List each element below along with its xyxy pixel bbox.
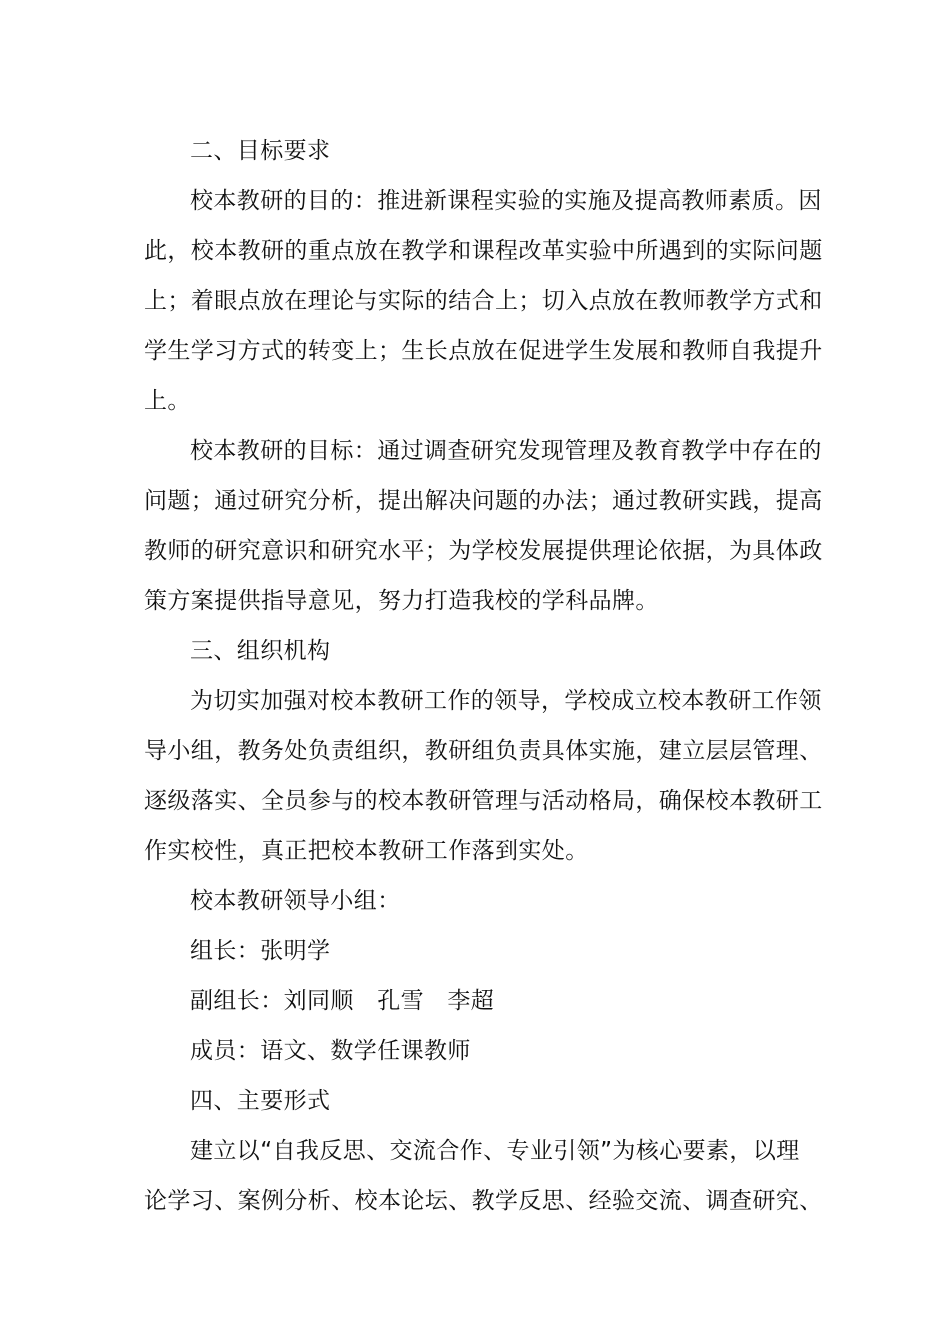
section-heading-organization: 三、组织机构 (190, 638, 331, 664)
paragraph-line: 上。 (144, 388, 191, 414)
paragraph-line: 建立以“自我反思、交流合作、专业引领”为核心要素，以理 (190, 1138, 800, 1164)
paragraph-line: 教师的研究意识和研究水平；为学校发展提供理论依据，为具体政 (144, 538, 823, 564)
paragraph-line: 导小组，教务处负责组织，教研组负责具体实施，建立层层管理、 (144, 738, 823, 764)
members-line: 成员：语文、数学任课教师 (190, 1038, 471, 1064)
paragraph-line: 为切实加强对校本教研工作的领导，学校成立校本教研工作领 (190, 688, 822, 714)
paragraph-line: 学生学习方式的转变上；生长点放在促进学生发展和教师自我提升 (144, 338, 823, 364)
paragraph-line: 论学习、案例分析、校本论坛、教学反思、经验交流、调查研究、 (144, 1188, 823, 1214)
paragraph-line: 校本教研的目标：通过调查研究发现管理及教育教学中存在的 (190, 438, 822, 464)
paragraph-line: 此，校本教研的重点放在教学和课程改革实验中所遇到的实际问题 (144, 238, 823, 264)
section-heading-forms: 四、主要形式 (190, 1088, 331, 1114)
group-leader-line: 组长：张明学 (190, 938, 331, 964)
paragraph-line: 策方案提供指导意见，努力打造我校的学科品牌。 (144, 588, 659, 614)
paragraph-line: 上；着眼点放在理论与实际的结合上；切入点放在教师教学方式和 (144, 288, 823, 314)
leadership-group-label: 校本教研领导小组： (190, 888, 401, 914)
paragraph-line: 作实校性，真正把校本教研工作落到实处。 (144, 838, 589, 864)
document-body (144, 126, 823, 1226)
paragraph-line: 问题；通过研究分析，提出解决问题的办法；通过教研实践，提高 (144, 488, 823, 514)
section-heading-goals: 二、目标要求 (190, 138, 331, 164)
deputy-leaders-line: 副组长：刘同顺 孔雪 李超 (190, 988, 495, 1014)
paragraph-line: 校本教研的目的：推进新课程实验的实施及提高教师素质。因 (190, 188, 822, 214)
paragraph-line: 逐级落实、全员参与的校本教研管理与活动格局，确保校本教研工 (144, 788, 823, 814)
